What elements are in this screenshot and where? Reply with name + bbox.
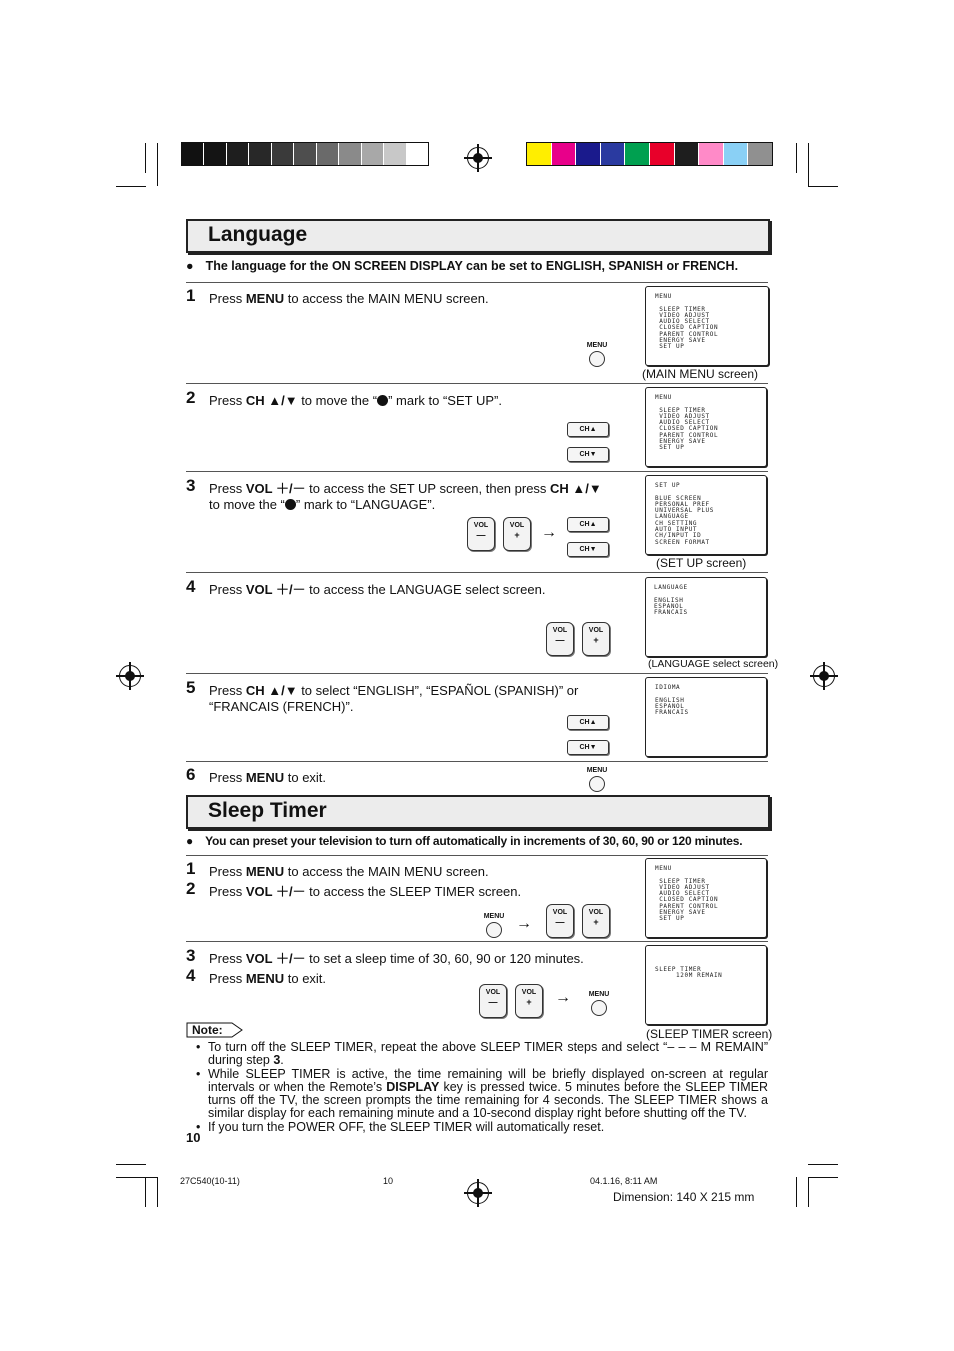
screen-text: IDIOMA ENGLISH ESPANOL FRANCAIS <box>655 684 689 717</box>
step-number: 3 <box>186 946 196 965</box>
crop-mark <box>116 1164 146 1165</box>
language-screen <box>645 577 767 657</box>
step-number: 4 <box>186 577 196 596</box>
crop-mark <box>808 186 838 187</box>
mark-dot-icon <box>285 499 296 510</box>
vol-minus-button[interactable]: VOL — <box>467 517 495 551</box>
screen-caption: (SET UP screen) <box>656 556 747 570</box>
vol-plus-button[interactable]: VOL + <box>503 517 531 551</box>
ch-up-button[interactable]: CH▲ <box>567 517 609 532</box>
vol-plus-button[interactable]: VOL + <box>582 622 610 656</box>
crop-mark <box>808 1177 809 1207</box>
screen-text: LANGUAGE ENGLISH ESPANOL FRANCAIS <box>654 584 688 617</box>
crop-mark <box>808 1177 838 1178</box>
screen-caption: (SLEEP TIMER screen) <box>646 1027 773 1041</box>
color-swatch <box>649 143 674 165</box>
menu-button[interactable]: MENU <box>584 991 614 1016</box>
color-bar <box>526 142 773 166</box>
registration-mark-icon <box>467 147 489 169</box>
divider <box>186 855 768 856</box>
language-intro: ● The language for the ON SCREEN DISPLAY can be set to ENGLISH, SPANISH or FRENCH. <box>186 259 739 273</box>
screen-caption: (MAIN MENU screen) <box>642 367 759 381</box>
color-swatch <box>575 143 600 165</box>
color-swatch <box>723 143 748 165</box>
step-text: Press CH ▲/▼ to move the “ ” mark to “SET UP”. <box>209 393 502 408</box>
color-swatch <box>600 143 625 165</box>
crop-mark <box>808 1164 838 1165</box>
color-swatch <box>406 143 428 165</box>
ch-up-button[interactable]: CH▲ <box>567 422 609 437</box>
crop-mark <box>145 1177 146 1207</box>
crop-mark <box>796 143 797 173</box>
color-swatch <box>248 143 270 165</box>
vol-minus-button[interactable]: VOL — <box>546 904 574 938</box>
footer-date: 04.1.16, 8:11 AM <box>590 1176 658 1186</box>
screen-text: MENU SLEEP TIMER VIDEO ADJUST AUDIO SELECT CLOSED CAPTION PARENT CONTROL ENERGY SAVE SET UP <box>655 394 719 452</box>
color-swatch <box>293 143 315 165</box>
step-number: 4 <box>186 966 196 985</box>
step-text: Press MENU to exit. <box>209 971 327 986</box>
ch-down-button[interactable]: CH▼ <box>567 447 609 462</box>
divider <box>186 471 768 472</box>
registration-mark-icon <box>467 1182 489 1204</box>
color-swatch <box>624 143 649 165</box>
menu-button[interactable]: MENU <box>582 342 612 367</box>
ch-up-button[interactable]: CH▲ <box>567 715 609 730</box>
color-swatch <box>226 143 248 165</box>
color-swatch <box>747 143 772 165</box>
section-title-sleep-timer <box>186 795 770 829</box>
sleep-intro: ● You can preset your television to turn off automatically in increments of 30, 60, 90 or 120 minutes. <box>186 834 743 848</box>
menu-button[interactable]: MENU <box>479 913 509 938</box>
sleep-main-menu-screen <box>645 858 767 938</box>
vol-minus-button[interactable]: VOL — <box>546 622 574 656</box>
screen-text: SLEEP TIMER 120M REMAIN <box>655 966 723 980</box>
vol-plus-button[interactable]: VOL + <box>515 984 543 1018</box>
arrow-icon: → <box>541 524 557 541</box>
crop-mark <box>116 186 146 187</box>
step-number: 1 <box>186 286 196 305</box>
divider <box>186 761 768 762</box>
note-list <box>196 1041 768 1134</box>
divider <box>186 673 768 674</box>
ch-down-button[interactable]: CH▼ <box>567 542 609 557</box>
step-text: Press VOL ＋/－ to access the LANGUAGE select screen. <box>209 582 546 597</box>
step-text: Press MENU to access the MAIN MENU screen. <box>209 291 489 306</box>
color-swatch <box>316 143 338 165</box>
color-swatch <box>674 143 699 165</box>
vol-minus-button[interactable]: VOL — <box>479 984 507 1018</box>
color-swatch <box>361 143 383 165</box>
color-swatch <box>203 143 225 165</box>
crop-mark <box>157 1177 158 1207</box>
color-swatch <box>338 143 360 165</box>
note-item: • While SLEEP TIMER is active, the time remaining will be briefly displayed on-screen at regular intervals or when the Remote’s DISPLAY key is pressed twice. 5 minutes before the SLEEP TIMER turns off the TV, the screen prompts the time remaining for 4 seconds. The SLEEP TIMER shows a similar display for each remaining minute and a 10-second display right before shutting off the TV. <box>196 1066 769 1121</box>
idioma-screen <box>645 677 767 757</box>
screen-text: MENU SLEEP TIMER VIDEO ADJUST AUDIO SELECT CLOSED CAPTION PARENT CONTROL ENERGY SAVE SET UP <box>655 293 719 351</box>
step-number: 3 <box>186 476 196 495</box>
footer-file: 27C540(10-11) <box>180 1176 240 1186</box>
note-item: • If you turn the POWER OFF, the SLEEP TIMER will automatically reset. <box>196 1119 605 1134</box>
step-text: Press MENU to access the MAIN MENU screen. <box>209 864 489 879</box>
step-number: 6 <box>186 765 196 784</box>
color-swatch <box>527 143 551 165</box>
color-swatch <box>698 143 723 165</box>
step-number: 2 <box>186 879 196 898</box>
step-text: Press VOL ＋/－ to access the SLEEP TIMER screen. <box>209 884 522 899</box>
footer-center: 10 <box>383 1176 394 1186</box>
crop-mark <box>808 143 809 186</box>
color-swatch <box>271 143 293 165</box>
footer-dimension: Dimension: 140 X 215 mm <box>613 1190 755 1204</box>
crop-mark <box>116 1177 158 1178</box>
step-number: 2 <box>186 388 196 407</box>
arrow-icon: → <box>555 989 571 1006</box>
main-menu-screen <box>645 286 769 366</box>
arrow-icon: → <box>516 915 532 932</box>
step-text: Press MENU to exit. <box>209 770 327 785</box>
step-text: Press CH ▲/▼ to select “ENGLISH”, “ESPAÑOL (SPANISH)” or “FRANCAIS (FRENCH)”. <box>209 683 579 714</box>
setup-screen <box>645 475 767 555</box>
page-number: 10 <box>186 1130 201 1145</box>
section-title-text: Language <box>208 223 308 246</box>
section-title-language <box>186 219 770 253</box>
screen-text: MENU SLEEP TIMER VIDEO ADJUST AUDIO SELECT CLOSED CAPTION PARENT CONTROL ENERGY SAVE SET UP <box>655 865 719 923</box>
divider <box>186 941 768 942</box>
crop-mark <box>157 143 158 186</box>
color-swatch <box>182 143 203 165</box>
note-item: • To turn off the SLEEP TIMER, repeat the above SLEEP TIMER steps and select “– – – M REMAIN” during step 3. <box>196 1040 768 1068</box>
color-swatch <box>551 143 576 165</box>
divider <box>186 282 768 283</box>
grayscale-bar <box>181 142 429 166</box>
step-number: 5 <box>186 678 196 697</box>
sleep-timer-screen <box>645 945 767 1025</box>
divider <box>186 572 768 573</box>
screen-caption: (LANGUAGE select screen) <box>648 658 779 670</box>
crop-mark <box>796 1177 797 1207</box>
crop-mark <box>145 143 146 173</box>
step-number: 1 <box>186 859 196 878</box>
menu-button[interactable]: MENU <box>582 767 612 792</box>
color-swatch <box>383 143 405 165</box>
registration-mark-icon <box>119 665 141 687</box>
note-label: Note: <box>186 1022 238 1037</box>
step-text: Press VOL ＋/－ to access the SET UP screen, then press CH ▲/▼ to move the “ ” mark to “LANGUAGE”. <box>209 481 602 512</box>
vol-plus-button[interactable]: VOL + <box>582 904 610 938</box>
main-menu-screen-2 <box>645 387 767 467</box>
section-title-text: Sleep Timer <box>208 799 327 822</box>
mark-dot-icon <box>377 395 388 406</box>
screen-text: SET UP BLUE SCREEN PERSONAL PREF UNIVERSAL PLUS LANGUAGE CH SETTING AUTO INPUT CH/INPUT ID SCREEN FORMAT <box>655 482 714 546</box>
divider <box>186 383 768 384</box>
ch-down-button[interactable]: CH▼ <box>567 740 609 755</box>
step-text: Press VOL ＋/－ to set a sleep time of 30, 60, 90 or 120 minutes. <box>209 951 584 966</box>
registration-mark-icon <box>813 665 835 687</box>
